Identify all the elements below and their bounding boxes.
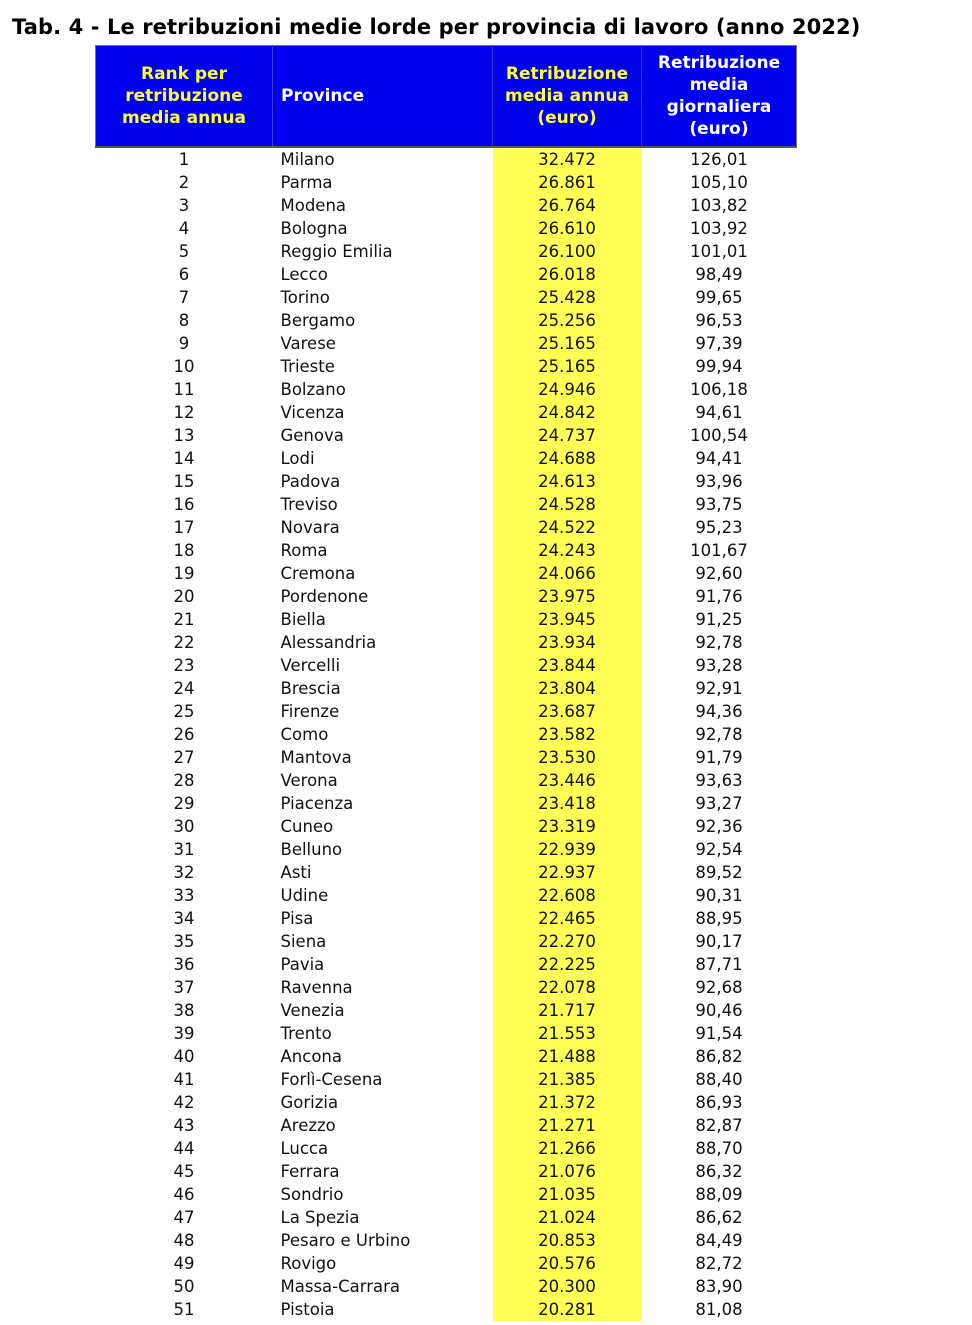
daily-salary-cell: 92,68: [695, 978, 743, 997]
province-cell: Pordenone: [280, 587, 369, 606]
annual-salary-cell: 22.225: [493, 953, 642, 976]
province-cell: La Spezia: [280, 1208, 360, 1227]
province-cell: Parma: [280, 173, 333, 192]
province-cell: Massa-Carrara: [280, 1277, 401, 1296]
salary-table: [95, 45, 797, 1321]
annual-salary-cell: 26.861: [493, 171, 642, 194]
rank-cell: 22: [173, 633, 195, 652]
table-row: [96, 1275, 797, 1298]
daily-salary-cell: 98,49: [695, 265, 743, 284]
annual-salary-cell: 23.418: [493, 792, 642, 815]
annual-salary-cell: 24.243: [493, 539, 642, 562]
province-cell: Brescia: [280, 679, 341, 698]
annual-salary-cell: 23.582: [493, 723, 642, 746]
table-row: [96, 240, 797, 263]
header-rank-line: retribuzione: [125, 86, 243, 106]
daily-salary-cell: 94,41: [695, 449, 743, 468]
daily-salary-cell: 106,18: [690, 380, 748, 399]
rank-cell: 1: [178, 150, 190, 169]
table-row: [96, 861, 797, 884]
annual-salary-cell: 22.937: [493, 861, 642, 884]
table-row: [96, 562, 797, 585]
annual-salary-cell: 23.319: [493, 815, 642, 838]
rank-cell: 19: [173, 564, 195, 583]
annual-salary-cell: 24.613: [493, 470, 642, 493]
rank-cell: 47: [173, 1208, 195, 1227]
province-cell: Bologna: [280, 219, 348, 238]
province-cell: Pesaro e Urbino: [280, 1231, 411, 1250]
province-cell: Mantova: [280, 748, 352, 767]
daily-salary-cell: 99,94: [695, 357, 743, 376]
daily-salary-cell: 84,49: [695, 1231, 743, 1250]
table-row: [96, 1206, 797, 1229]
annual-salary-cell: 25.165: [493, 332, 642, 355]
rank-cell: 8: [178, 311, 190, 330]
table-row: [96, 1183, 797, 1206]
table-row: [96, 424, 797, 447]
daily-salary-cell: 91,25: [695, 610, 743, 629]
header-daily-line: media: [689, 75, 749, 95]
annual-salary-cell: 22.270: [493, 930, 642, 953]
daily-salary-cell: 89,52: [695, 863, 743, 882]
annual-salary-cell: 24.522: [493, 516, 642, 539]
annual-salary-cell: 24.066: [493, 562, 642, 585]
daily-salary-cell: 93,75: [695, 495, 743, 514]
daily-salary-cell: 90,31: [695, 886, 743, 905]
daily-salary-cell: 82,87: [695, 1116, 743, 1135]
rank-cell: 15: [173, 472, 195, 491]
annual-salary-cell: 21.271: [493, 1114, 642, 1137]
table-row: [96, 1068, 797, 1091]
daily-salary-cell: 96,53: [695, 311, 743, 330]
annual-salary-cell: 25.165: [493, 355, 642, 378]
header-province: Province: [273, 46, 493, 148]
rank-cell: 24: [173, 679, 195, 698]
daily-salary-cell: 93,96: [695, 472, 743, 491]
annual-salary-cell: 21.024: [493, 1206, 642, 1229]
rank-cell: 4: [178, 219, 190, 238]
daily-salary-cell: 88,09: [695, 1185, 743, 1204]
daily-salary-cell: 93,28: [695, 656, 743, 675]
daily-salary-cell: 92,78: [695, 725, 743, 744]
table-row: [96, 746, 797, 769]
annual-salary-cell: 23.530: [493, 746, 642, 769]
annual-salary-cell: 23.446: [493, 769, 642, 792]
annual-salary-cell: 24.842: [493, 401, 642, 424]
table-row: [96, 677, 797, 700]
table-row: [96, 1137, 797, 1160]
rank-cell: 3: [178, 196, 190, 215]
daily-salary-cell: 97,39: [695, 334, 743, 353]
header-annual-line: (euro): [537, 108, 597, 128]
daily-salary-cell: 82,72: [695, 1254, 743, 1273]
daily-salary-cell: 92,60: [695, 564, 743, 583]
daily-salary-cell: 105,10: [690, 173, 748, 192]
annual-salary-cell: 21.035: [493, 1183, 642, 1206]
annual-salary-cell: 23.934: [493, 631, 642, 654]
rank-cell: 39: [173, 1024, 195, 1043]
rank-cell: 25: [173, 702, 195, 721]
table-row: [96, 585, 797, 608]
daily-salary-cell: 92,54: [695, 840, 743, 859]
header-daily-line: (euro): [689, 119, 749, 139]
daily-salary-cell: 92,91: [695, 679, 743, 698]
province-cell: Alessandria: [280, 633, 377, 652]
annual-salary-cell: 22.465: [493, 907, 642, 930]
rank-cell: 37: [173, 978, 195, 997]
annual-salary-cell: 21.553: [493, 1022, 642, 1045]
annual-salary-cell: 22.608: [493, 884, 642, 907]
daily-salary-cell: 92,78: [695, 633, 743, 652]
province-cell: Pistoia: [280, 1300, 335, 1319]
rank-cell: 9: [178, 334, 190, 353]
province-cell: Padova: [280, 472, 341, 491]
table-row: [96, 1114, 797, 1137]
table-row: [96, 355, 797, 378]
province-cell: Venezia: [280, 1001, 345, 1020]
rank-cell: 42: [173, 1093, 195, 1112]
province-cell: Roma: [280, 541, 328, 560]
daily-salary-cell: 94,61: [695, 403, 743, 422]
daily-salary-cell: 86,82: [695, 1047, 743, 1066]
annual-salary-cell: 26.610: [493, 217, 642, 240]
table-row: [96, 286, 797, 309]
rank-cell: 45: [173, 1162, 195, 1181]
rank-cell: 41: [173, 1070, 195, 1089]
table-row: [96, 976, 797, 999]
table-row: [96, 608, 797, 631]
province-cell: Como: [280, 725, 329, 744]
province-cell: Pisa: [280, 909, 314, 928]
rank-cell: 16: [173, 495, 195, 514]
table-row: [96, 1252, 797, 1275]
daily-salary-cell: 91,79: [695, 748, 743, 767]
table-row: [96, 378, 797, 401]
rank-cell: 5: [178, 242, 190, 261]
table-row: [96, 1091, 797, 1114]
table-title: Tab. 4 - Le retribuzioni medie lorde per provincia di lavoro (anno 2022): [12, 15, 861, 39]
daily-salary-cell: 87,71: [695, 955, 743, 974]
province-cell: Forlì-Cesena: [280, 1070, 383, 1089]
daily-salary-cell: 91,76: [695, 587, 743, 606]
province-cell: Verona: [280, 771, 338, 790]
rank-cell: 40: [173, 1047, 195, 1066]
province-cell: Sondrio: [280, 1185, 344, 1204]
table-row: [96, 1160, 797, 1183]
table-header: [96, 46, 797, 148]
header-annual-salary: [493, 46, 642, 148]
province-cell: Novara: [280, 518, 340, 537]
annual-salary-cell: 20.300: [493, 1275, 642, 1298]
table-row: [96, 907, 797, 930]
rank-cell: 11: [173, 380, 195, 399]
daily-salary-cell: 86,32: [695, 1162, 743, 1181]
province-cell: Treviso: [280, 495, 338, 514]
annual-salary-cell: 26.100: [493, 240, 642, 263]
rank-cell: 48: [173, 1231, 195, 1250]
table-row: [96, 539, 797, 562]
table-row: [96, 654, 797, 677]
rank-cell: 21: [173, 610, 195, 629]
annual-salary-cell: 23.804: [493, 677, 642, 700]
header-daily-salary: [642, 46, 797, 148]
rank-cell: 2: [178, 173, 190, 192]
province-cell: Firenze: [280, 702, 340, 721]
province-cell: Genova: [280, 426, 344, 445]
table-row: [96, 930, 797, 953]
rank-cell: 43: [173, 1116, 195, 1135]
daily-salary-cell: 103,92: [690, 219, 748, 238]
header-row: [96, 46, 797, 148]
annual-salary-cell: 24.946: [493, 378, 642, 401]
daily-salary-cell: 93,27: [695, 794, 743, 813]
table-row: [96, 769, 797, 792]
table-row: [96, 516, 797, 539]
rank-cell: 10: [173, 357, 195, 376]
province-cell: Trieste: [280, 357, 335, 376]
daily-salary-cell: 93,63: [695, 771, 743, 790]
annual-salary-cell: 25.256: [493, 309, 642, 332]
daily-salary-cell: 100,54: [690, 426, 748, 445]
rank-cell: 14: [173, 449, 195, 468]
province-cell: Asti: [280, 863, 312, 882]
daily-salary-cell: 103,82: [690, 196, 748, 215]
daily-salary-cell: 88,40: [695, 1070, 743, 1089]
province-cell: Bolzano: [280, 380, 346, 399]
province-cell: Bergamo: [280, 311, 356, 330]
table-row: [96, 171, 797, 194]
daily-salary-cell: 86,93: [695, 1093, 743, 1112]
table-row: [96, 217, 797, 240]
daily-salary-cell: 92,36: [695, 817, 743, 836]
header-annual-line: media annua: [505, 86, 629, 106]
annual-salary-cell: 24.528: [493, 493, 642, 516]
annual-salary-cell: 23.975: [493, 585, 642, 608]
annual-salary-cell: 24.737: [493, 424, 642, 447]
table-row: [96, 470, 797, 493]
rank-cell: 12: [173, 403, 195, 422]
table-row: [96, 493, 797, 516]
province-cell: Rovigo: [280, 1254, 337, 1273]
province-cell: Vercelli: [280, 656, 341, 675]
annual-salary-cell: 25.428: [493, 286, 642, 309]
province-cell: Gorizia: [280, 1093, 339, 1112]
province-cell: Pavia: [280, 955, 325, 974]
rank-cell: 44: [173, 1139, 195, 1158]
annual-salary-cell: 21.385: [493, 1068, 642, 1091]
daily-salary-cell: 88,70: [695, 1139, 743, 1158]
rank-cell: 20: [173, 587, 195, 606]
table-row: [96, 792, 797, 815]
table-body: [96, 147, 797, 1321]
daily-salary-cell: 91,54: [695, 1024, 743, 1043]
province-cell: Cuneo: [280, 817, 334, 836]
table-row: [96, 401, 797, 424]
daily-salary-cell: 99,65: [695, 288, 743, 307]
rank-cell: 32: [173, 863, 195, 882]
annual-salary-cell: 26.018: [493, 263, 642, 286]
province-cell: Milano: [280, 150, 335, 169]
daily-salary-cell: 94,36: [695, 702, 743, 721]
rank-cell: 35: [173, 932, 195, 951]
header-rank-line: media annua: [122, 108, 246, 128]
province-cell: Ravenna: [280, 978, 353, 997]
annual-salary-cell: 22.939: [493, 838, 642, 861]
rank-cell: 23: [173, 656, 195, 675]
rank-cell: 33: [173, 886, 195, 905]
annual-salary-cell: 22.078: [493, 976, 642, 999]
table-row: [96, 1022, 797, 1045]
rank-cell: 36: [173, 955, 195, 974]
daily-salary-cell: 90,17: [695, 932, 743, 951]
annual-salary-cell: 24.688: [493, 447, 642, 470]
table-row: [96, 723, 797, 746]
province-cell: Varese: [280, 334, 336, 353]
daily-salary-cell: 90,46: [695, 1001, 743, 1020]
province-cell: Belluno: [280, 840, 343, 859]
table-row: [96, 447, 797, 470]
annual-salary-cell: 20.853: [493, 1229, 642, 1252]
daily-salary-cell: 83,90: [695, 1277, 743, 1296]
province-cell: Ferrara: [280, 1162, 340, 1181]
rank-cell: 31: [173, 840, 195, 859]
rank-cell: 34: [173, 909, 195, 928]
province-cell: Lecco: [280, 265, 328, 284]
annual-salary-cell: 23.844: [493, 654, 642, 677]
daily-salary-cell: 95,23: [695, 518, 743, 537]
header-rank: [96, 46, 273, 148]
rank-cell: 18: [173, 541, 195, 560]
table-row: [96, 1045, 797, 1068]
header-daily-line: giornaliera: [666, 97, 772, 117]
province-cell: Torino: [280, 288, 330, 307]
header-rank-line: Rank per: [141, 64, 227, 84]
rank-cell: 46: [173, 1185, 195, 1204]
table-row: [96, 309, 797, 332]
daily-salary-cell: 88,95: [695, 909, 743, 928]
annual-salary-cell: 21.717: [493, 999, 642, 1022]
rank-cell: 28: [173, 771, 195, 790]
table-row: [96, 700, 797, 723]
daily-salary-cell: 126,01: [690, 150, 748, 169]
table-row: [96, 999, 797, 1022]
province-cell: Biella: [280, 610, 326, 629]
province-cell: Modena: [280, 196, 347, 215]
province-cell: Lucca: [280, 1139, 329, 1158]
header-annual-line: Retribuzione: [505, 64, 629, 84]
rank-cell: 7: [178, 288, 190, 307]
annual-salary-cell: 23.945: [493, 608, 642, 631]
rank-cell: 49: [173, 1254, 195, 1273]
rank-cell: 13: [173, 426, 195, 445]
annual-salary-cell: 26.764: [493, 194, 642, 217]
province-cell: Siena: [280, 932, 327, 951]
daily-salary-cell: 86,62: [695, 1208, 743, 1227]
table-row: [96, 884, 797, 907]
table-row: [96, 815, 797, 838]
annual-salary-cell: 21.076: [493, 1160, 642, 1183]
table-row: [96, 1298, 797, 1321]
table-row: [96, 953, 797, 976]
table-row: [96, 838, 797, 861]
annual-salary-cell: 21.372: [493, 1091, 642, 1114]
annual-salary-cell: 20.576: [493, 1252, 642, 1275]
province-cell: Arezzo: [280, 1116, 336, 1135]
rank-cell: 27: [173, 748, 195, 767]
province-cell: Piacenza: [280, 794, 354, 813]
annual-salary-cell: 21.266: [493, 1137, 642, 1160]
daily-salary-cell: 81,08: [695, 1300, 743, 1319]
annual-salary-cell: 32.472: [493, 147, 642, 171]
daily-salary-cell: 101,01: [690, 242, 748, 261]
table-row: [96, 194, 797, 217]
rank-cell: 26: [173, 725, 195, 744]
rank-cell: 30: [173, 817, 195, 836]
rank-cell: 29: [173, 794, 195, 813]
province-cell: Reggio Emilia: [280, 242, 393, 261]
province-cell: Lodi: [280, 449, 315, 468]
table-row: [96, 1229, 797, 1252]
province-cell: Ancona: [280, 1047, 342, 1066]
daily-salary-cell: 101,67: [690, 541, 748, 560]
table-row: [96, 332, 797, 355]
header-daily-line: Retribuzione: [657, 53, 781, 73]
table-row: [96, 263, 797, 286]
rank-cell: 17: [173, 518, 195, 537]
rank-cell: 6: [178, 265, 190, 284]
province-cell: Udine: [280, 886, 329, 905]
table-row: [96, 147, 797, 171]
rank-cell: 50: [173, 1277, 195, 1296]
table-row: [96, 631, 797, 654]
province-cell: Trento: [280, 1024, 332, 1043]
province-cell: Cremona: [280, 564, 356, 583]
annual-salary-cell: 20.281: [493, 1298, 642, 1321]
annual-salary-cell: 23.687: [493, 700, 642, 723]
rank-cell: 51: [173, 1300, 195, 1319]
province-cell: Vicenza: [280, 403, 345, 422]
annual-salary-cell: 21.488: [493, 1045, 642, 1068]
rank-cell: 38: [173, 1001, 195, 1020]
